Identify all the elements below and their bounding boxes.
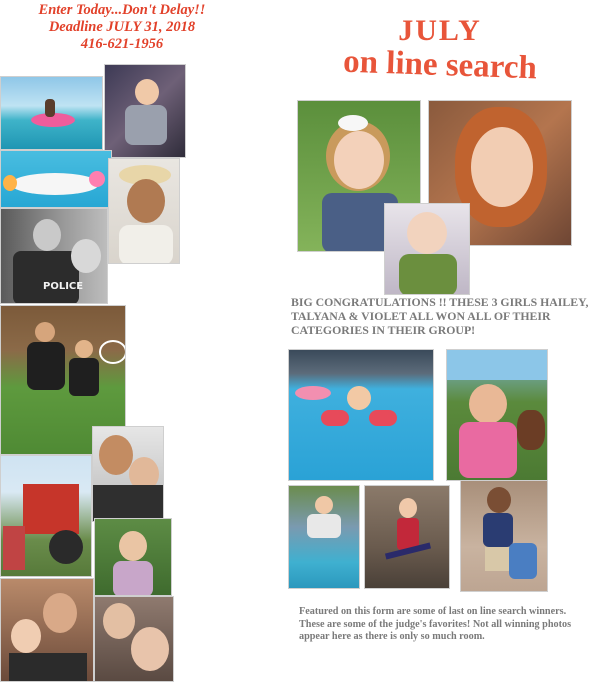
congratulations-text: BIG CONGRATULATIONS !! THESE 3 GIRLS HAILEY, TALYANA & VIOLET ALL WON ALL OF THEIR CATEGORIES IN THEIR GROUP! bbox=[291, 295, 589, 337]
promo-phone: 416-621-1956 bbox=[80, 36, 164, 52]
photo-family-selfie bbox=[0, 578, 94, 682]
photo-pool-float bbox=[0, 76, 103, 150]
photo-mom-and-boy bbox=[94, 596, 174, 682]
photo-girl-in-chair bbox=[104, 64, 186, 158]
photo-girl-pose bbox=[364, 485, 450, 589]
photo-baby-umbrella bbox=[446, 349, 548, 481]
photo-boy-with-backpack bbox=[460, 480, 548, 592]
title-on-line-search: on line search bbox=[342, 43, 538, 87]
photo-girl-in-pool bbox=[288, 349, 434, 481]
photo-boy-and-dad bbox=[92, 426, 164, 522]
police-badge-text: POLICE bbox=[43, 281, 84, 292]
photo-boy-with-hat bbox=[108, 158, 180, 264]
title-month: JULY bbox=[398, 14, 482, 47]
photo-police-officer bbox=[0, 208, 108, 304]
featured-note: Featured on this form are some of last on line search winners. These are some of the judge's favorites! Not all winning photos appear here as there is only so much room. bbox=[299, 606, 572, 642]
promo-deadline: Deadline JULY 31, 2018 bbox=[48, 19, 196, 35]
photo-pool-unicorn bbox=[0, 150, 112, 208]
photo-winner-violet bbox=[384, 203, 470, 295]
photo-tractor-family bbox=[0, 455, 92, 577]
photo-toddler-outdoors bbox=[94, 518, 172, 596]
photo-boy-jumping-pool bbox=[288, 485, 360, 589]
promo-block bbox=[4, 2, 240, 53]
promo-call-to-action: Enter Today...Don't Delay!! bbox=[38, 2, 206, 18]
